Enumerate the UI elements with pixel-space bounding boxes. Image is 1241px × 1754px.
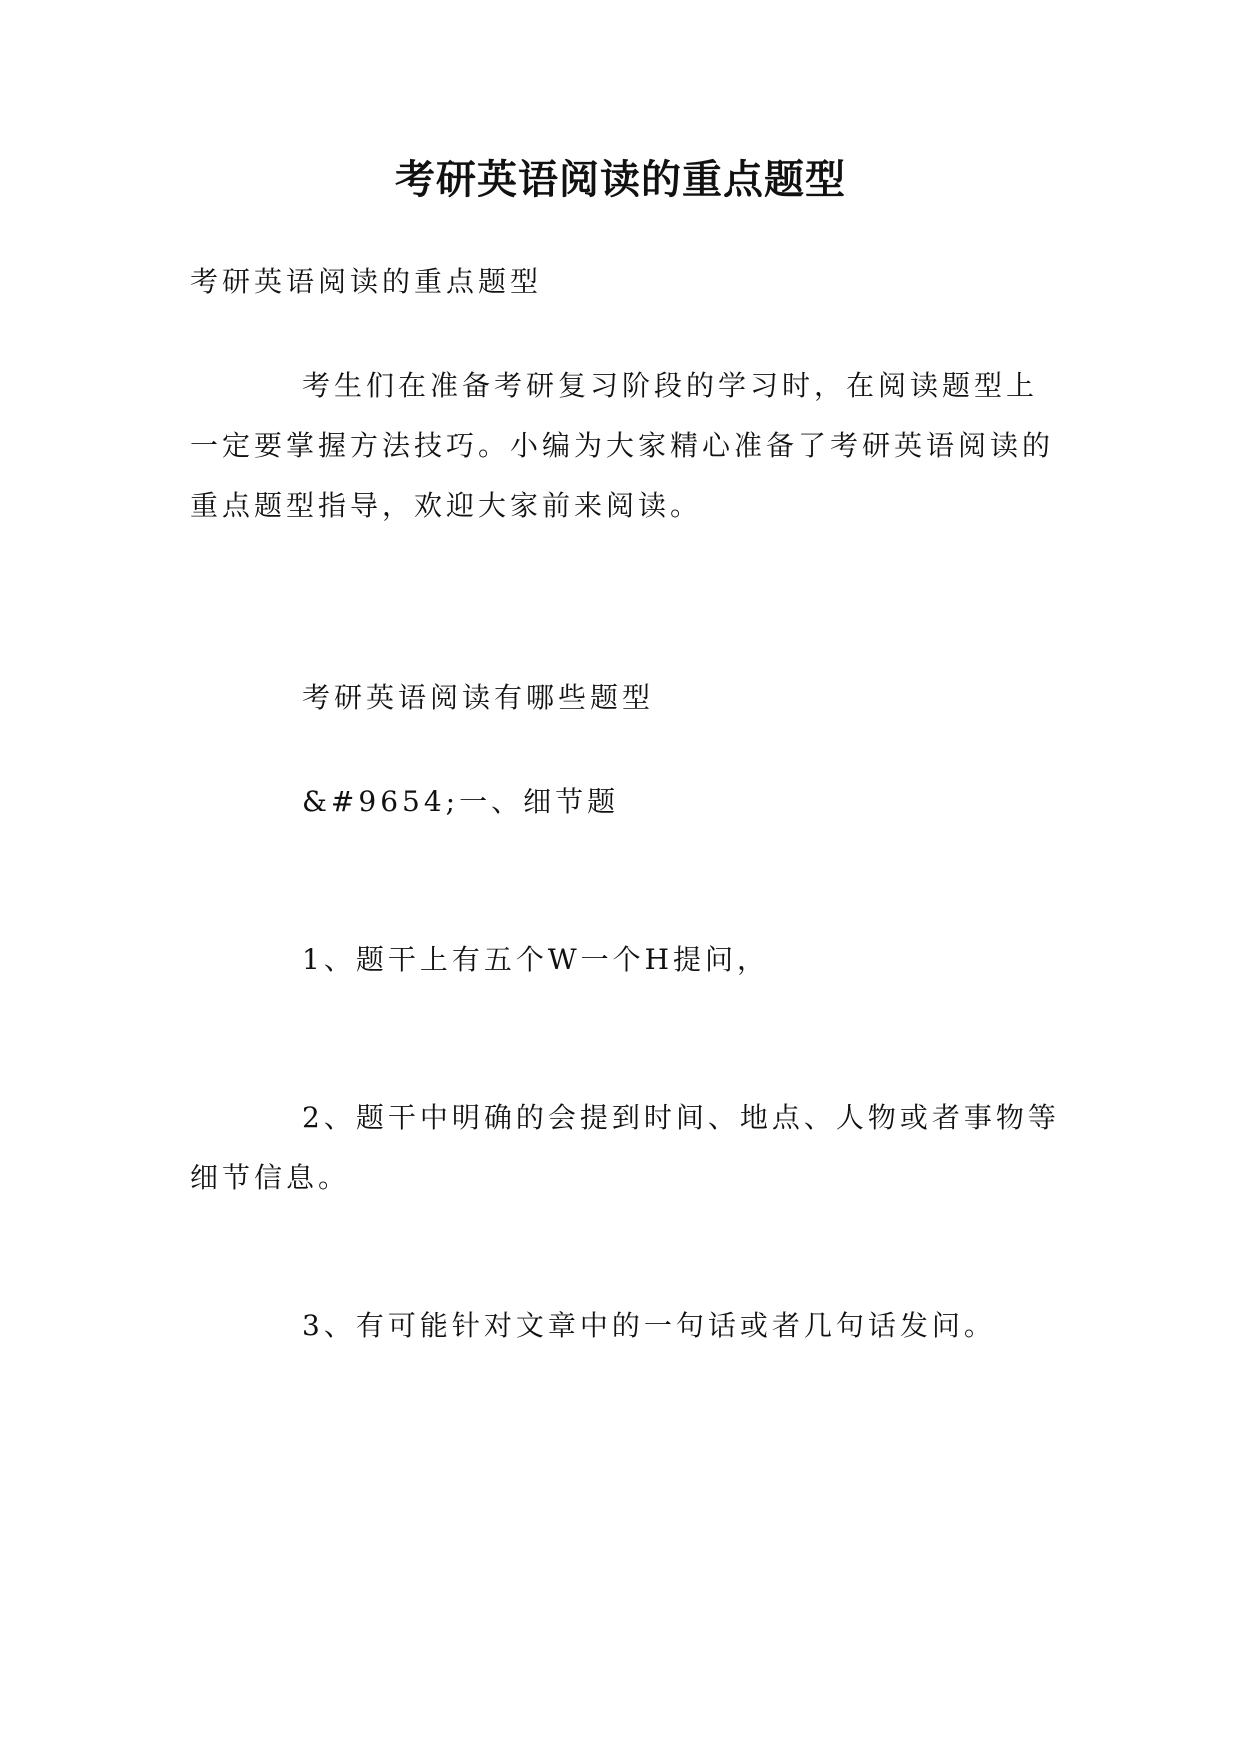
list-item-1: 1、题干上有五个W一个H提问，: [302, 943, 770, 976]
section-heading: 考研英语阅读有哪些题型: [302, 681, 655, 714]
list-item-2: 2、题干中明确的会提到时间、地点、人物或者事物等细节信息。: [190, 1101, 1060, 1194]
intro-paragraph: 考生们在准备考研复习阶段的学习时，在阅读题型上一定要掌握方法技巧。小编为大家精心准备了考研英语阅读的重点题型指导，欢迎大家前来阅读。: [190, 369, 1055, 522]
document-subtitle: 考研英语阅读的重点题型: [190, 265, 543, 298]
document-title: 考研英语阅读的重点题型: [395, 156, 846, 203]
subsection-heading: &#9654;一、细节题: [302, 785, 620, 818]
list-item-3: 3、有可能针对文章中的一句话或者几句话发问。: [302, 1309, 996, 1342]
